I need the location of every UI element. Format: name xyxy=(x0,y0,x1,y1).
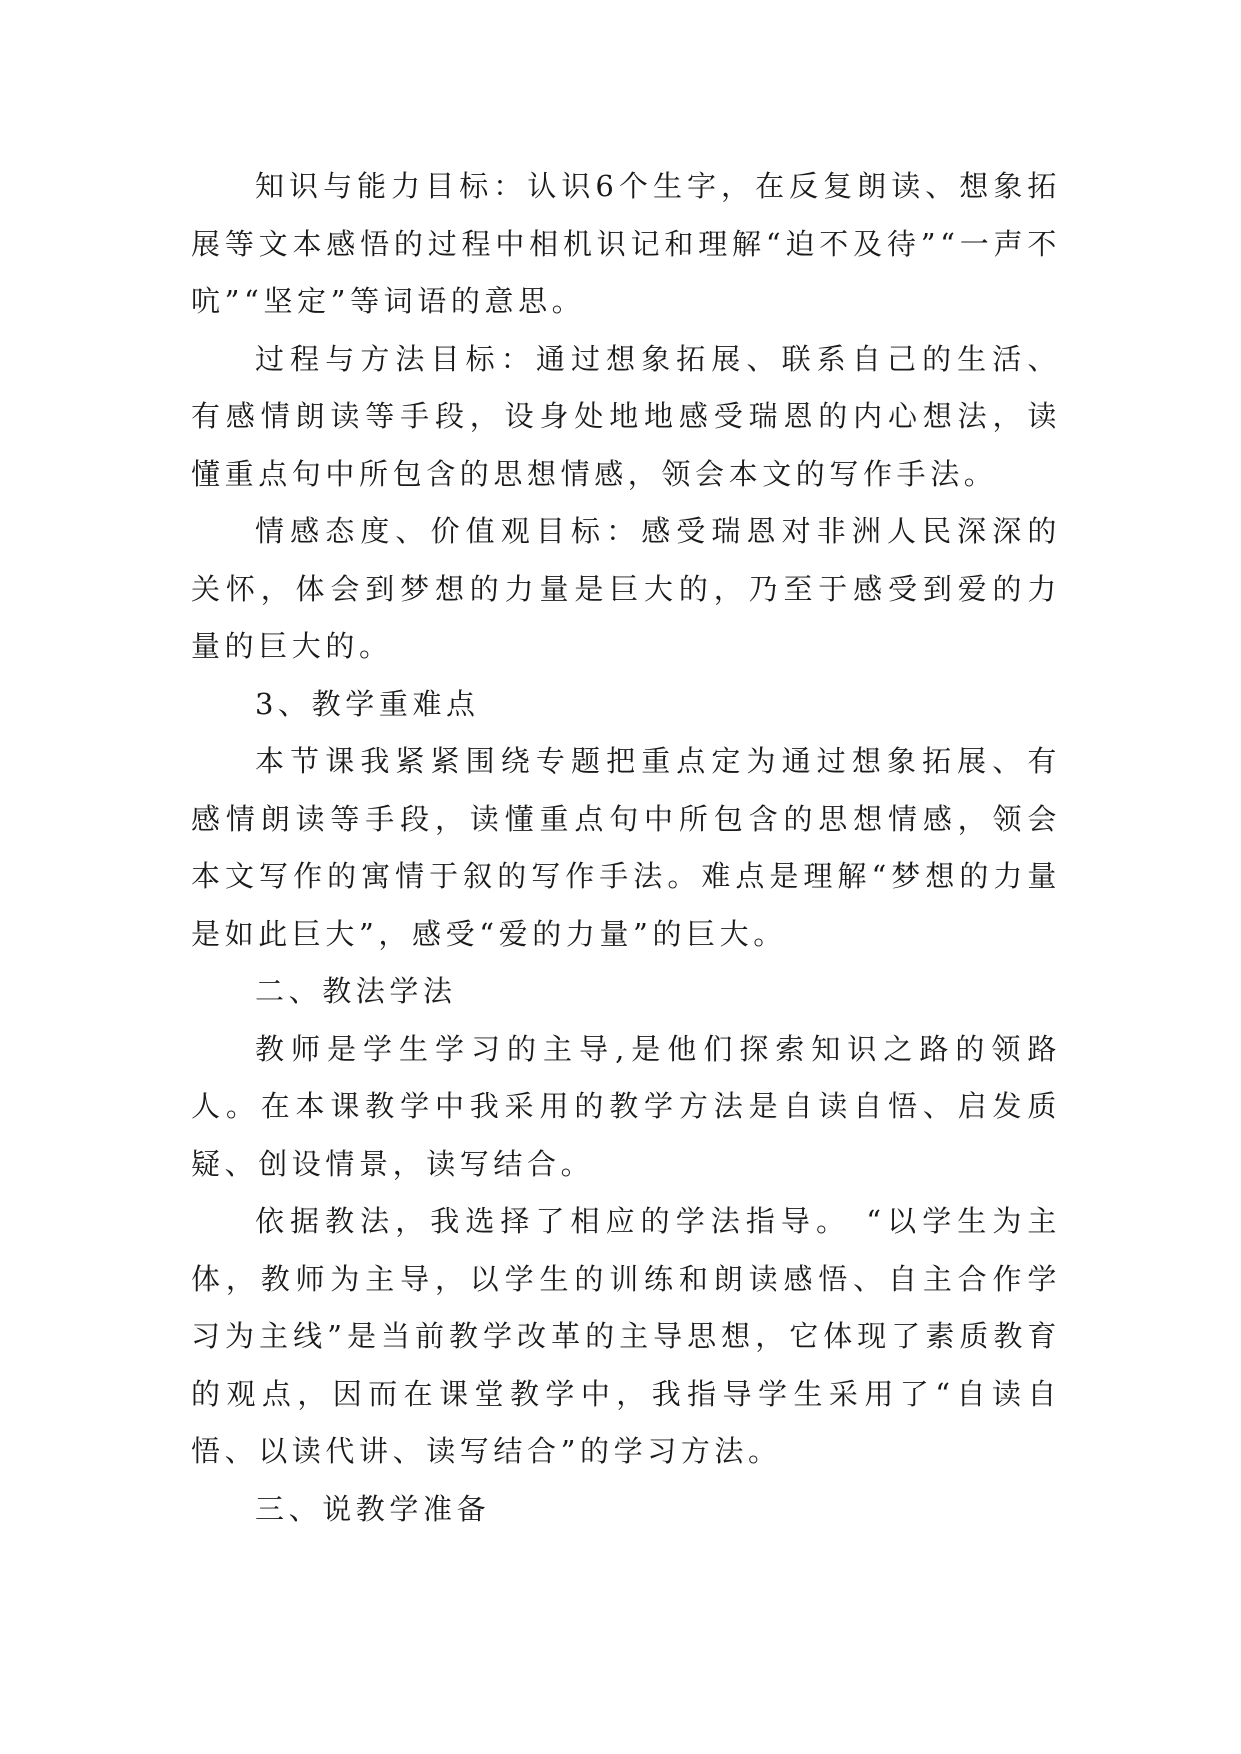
heading-key-difficulties: 3、教学重难点 xyxy=(255,686,480,721)
paragraph-teaching-methods: 教师是学生学习的主导,是他们探索知识之路的领路人。在本课教学中我采用的教学方法是自读自悟、启发质疑、创设情景，读写结合。 xyxy=(191,1031,1061,1181)
paragraph-key-difficulties: 本节课我紧紧围绕专题把重点定为通过想象拓展、有感情朗读等手段，读懂重点句中所包含的思想情感，领会本文写作的寓情于叙的写作手法。难点是理解“梦想的力量是如此巨大”，感受“爱的力量”的巨大。 xyxy=(191,744,1061,951)
paragraph-emotion-goal: 情感态度、价值观目标：感受瑞恩对非洲人民深深的关怀，体会到梦想的力量是巨大的，乃至于感受到爱的力量的巨大的。 xyxy=(191,514,1061,663)
paragraph-knowledge-goal: 知识与能力目标：认识6个生字，在反复朗读、想象拓展等文本感悟的过程中相机识记和理解“迫不及待”“一声不吭”“坚定”等词语的意思。 xyxy=(191,169,1061,318)
document-body xyxy=(191,158,1061,1538)
heading-teaching-preparation: 三、说教学准备 xyxy=(255,1491,491,1526)
heading-teaching-methods: 二、教法学法 xyxy=(255,974,457,1008)
paragraph-process-goal: 过程与方法目标：通过想象拓展、联系自己的生活、有感情朗读等手段，设身处地地感受瑞恩的内心想法，读懂重点句中所包含的思想情感，领会本文的写作手法。 xyxy=(191,341,1061,491)
paragraph-learning-methods: 依据教法，我选择了相应的学法指导。 “以学生为主体，教师为主导，以学生的训练和朗读感悟、自主合作学习为主线”是当前教学改革的主导思想，它体现了素质教育的观点，因而在课堂教学中，我指导学生采用了“自读自悟、以读代讲、读写结合”的学习方法。 xyxy=(191,1204,1061,1468)
